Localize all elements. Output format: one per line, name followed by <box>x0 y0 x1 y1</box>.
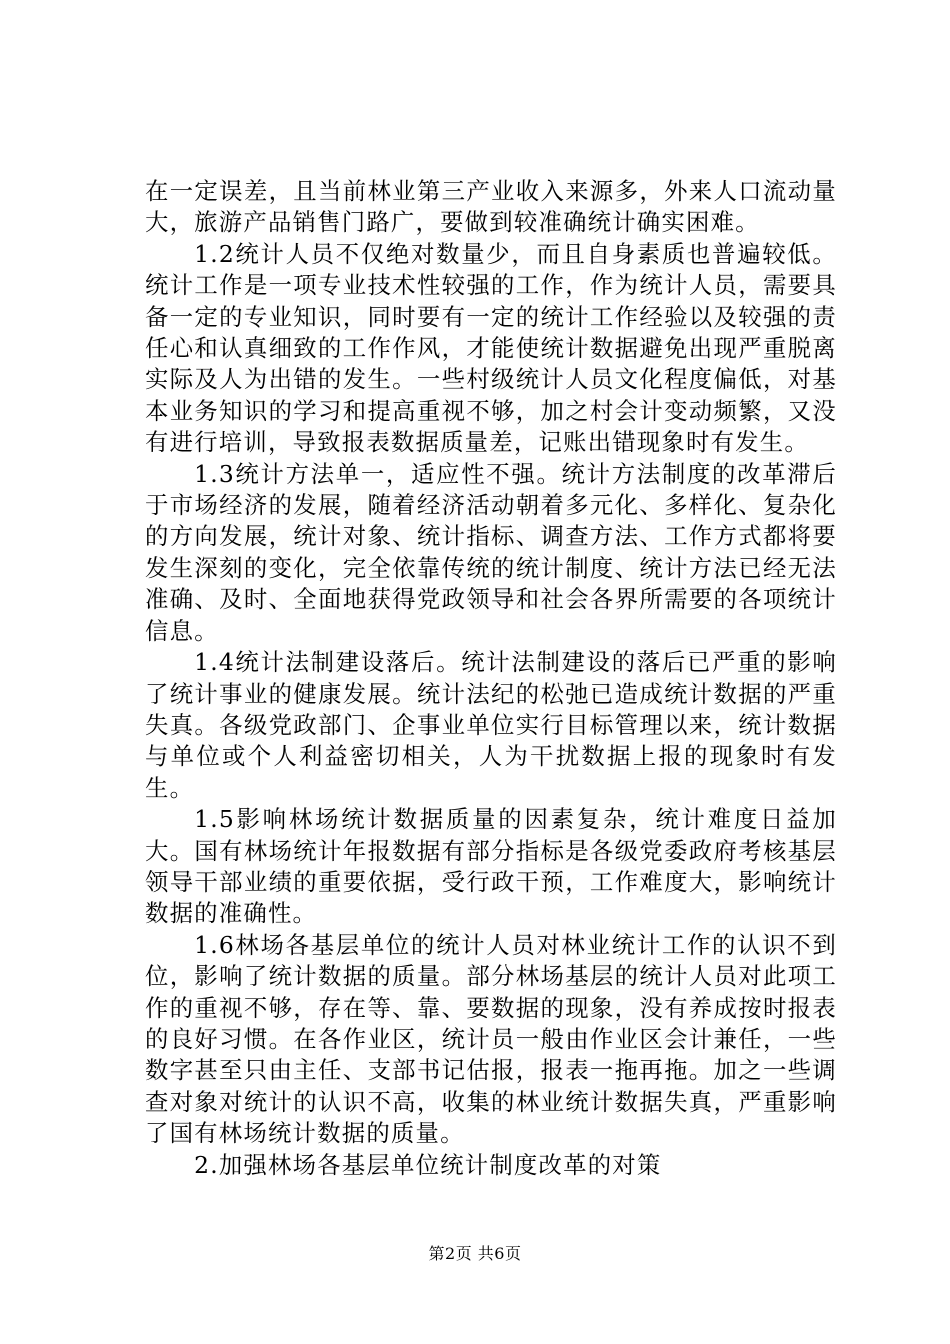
paragraph-1-5: 1.5影响林场统计数据质量的因素复杂，统计难度日益加大。国有林场统计年报数据有部分指标是各级党委政府考核基层领导干部业绩的重要依据，受行政干预，工作难度大，影响统计数据的准确性。 <box>145 805 837 928</box>
paragraph-continuation: 在一定误差，且当前林业第三产业收入来源多，外来人口流动量大，旅游产品销售门路广，要做到较准确统计确实困难。 <box>145 177 837 237</box>
paragraph-1-4: 1.4统计法制建设落后。统计法制建设的落后已严重的影响了统计事业的健康发展。统计法纪的松弛已造成统计数据的严重失真。各级党政部门、企事业单位实行目标管理以来，统计数据与单位或个人利益密切相关，人为干扰数据上报的现象时有发生。 <box>145 648 837 802</box>
document-body <box>145 176 837 1181</box>
paragraph-1-2: 1.2统计人员不仅绝对数量少，而且自身素质也普遍较低。统计工作是一项专业技术性较强的工作，作为统计人员，需要具备一定的专业知识，同时要有一定的统计工作经验以及较强的责任心和认真细致的工作作风，才能使统计数据避免出现严重脱离实际及人为出错的发生。一些村级统计人员文化程度偏低，对基本业务知识的学习和提高重视不够，加之村会计变动频繁，又没有进行培训，导致报表数据质量差，记账出错现象时有发生。 <box>145 239 837 457</box>
section-heading-2: 2.加强林场各基层单位统计制度改革的对策 <box>194 1150 662 1179</box>
paragraph-1-6: 1.6林场各基层单位的统计人员对林业统计工作的认识不到位，影响了统计数据的质量。部分林场基层的统计人员对此项工作的重视不够，存在等、靠、要数据的现象，没有养成按时报表的良好习惯。在各作业区，统计员一般由作业区会计兼任，一些数字甚至只由主任、支部书记估报，报表一拖再拖。加之一些调查对象对统计的认识不高，收集的林业统计数据失真，严重影响了国有林场统计数据的质量。 <box>145 930 837 1148</box>
page-number-footer: 第2页 共6页 <box>428 1244 522 1263</box>
paragraph-1-3: 1.3统计方法单一，适应性不强。统计方法制度的改革滞后于市场经济的发展，随着经济活动朝着多元化、多样化、复杂化的方向发展，统计对象、统计指标、调查方法、工作方式都将要发生深刻的变化，完全依靠传统的统计制度、统计方法已经无法准确、及时、全面地获得党政领导和社会各界所需要的各项统计信息。 <box>145 459 837 645</box>
